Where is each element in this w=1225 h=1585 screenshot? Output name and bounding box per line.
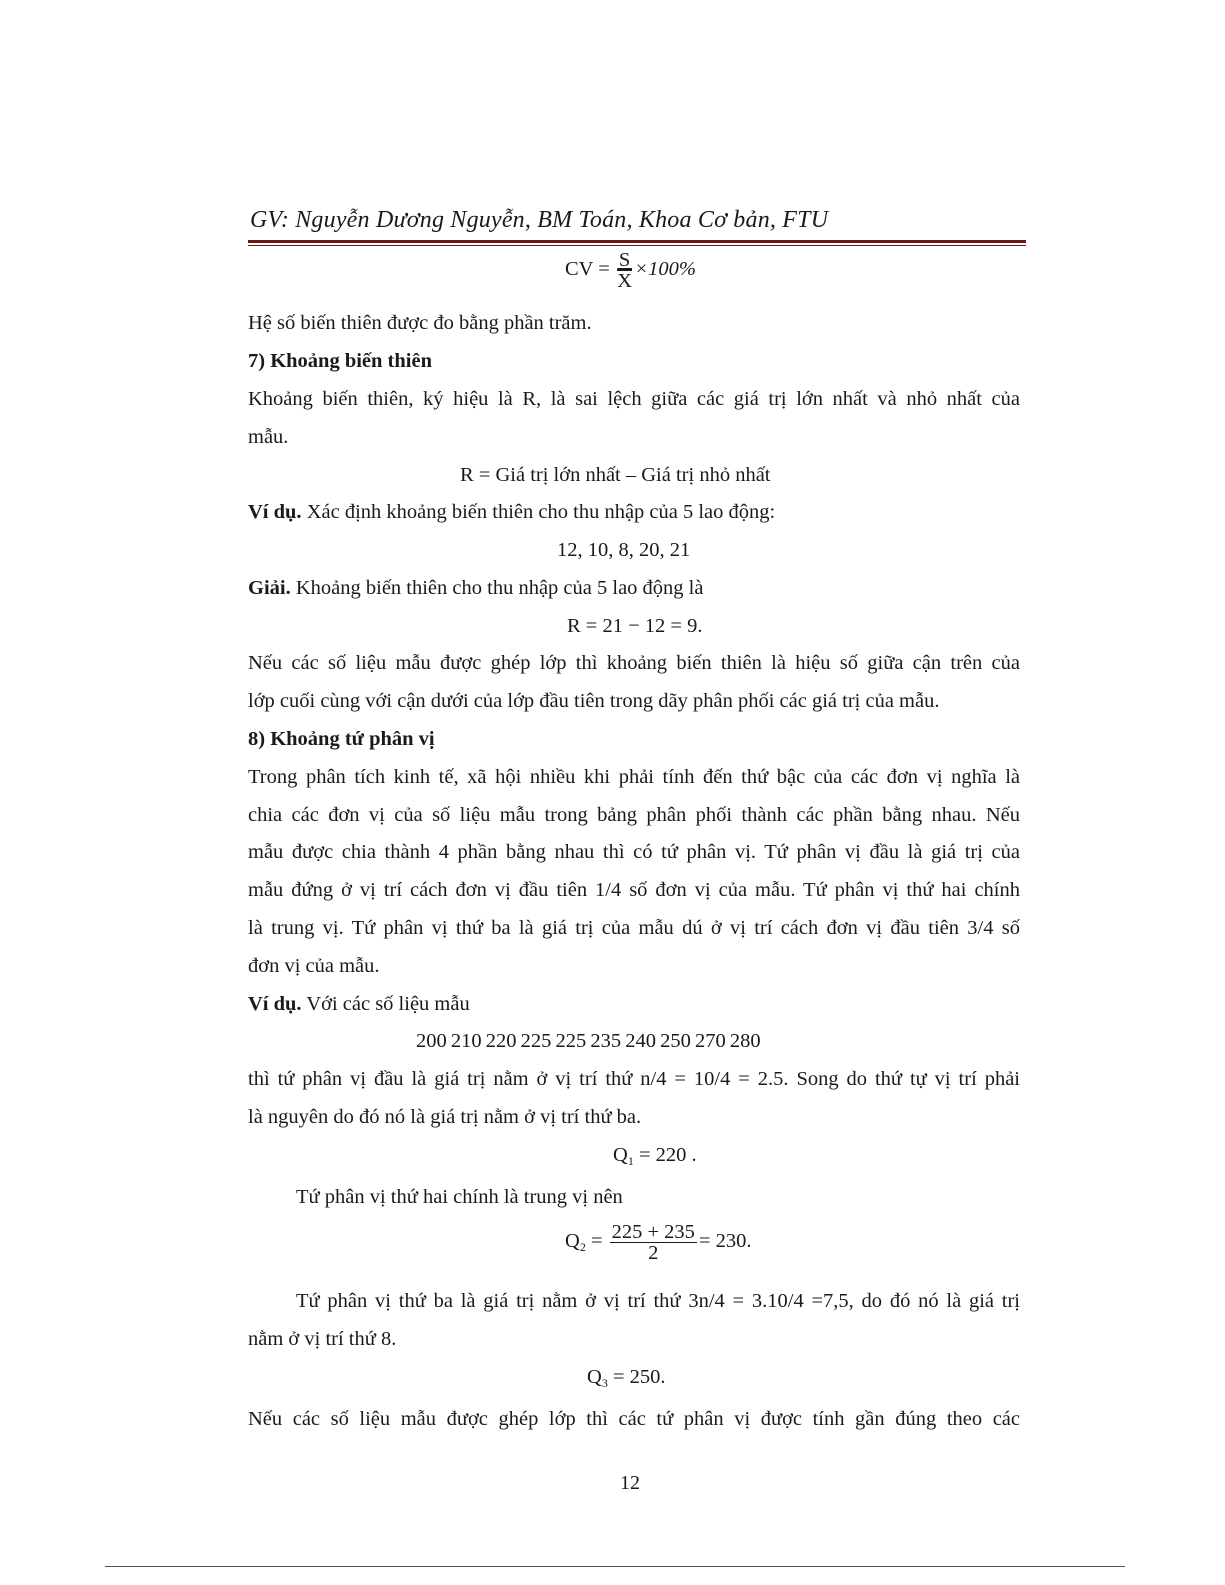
q1-line2: là nguyên do đó nó là giá trị nằm ở vị trí thứ ba. — [248, 1106, 642, 1128]
q3-line2: nằm ở vị trí thứ 8. — [248, 1328, 397, 1350]
q1-formula: $Q_1 = 220$ . — [613, 1144, 697, 1168]
example-1-data: 12, 10, 8, 20, 21 — [557, 539, 691, 561]
example-2-data: 200 210 220 225 225 235 240 250 270 280 — [416, 1030, 761, 1052]
running-header: GV: Nguyễn Dương Nguyễn, BM Toán, Khoa Cơ bản, FTU — [250, 207, 829, 233]
example-1-label: Ví dụ. — [248, 501, 302, 523]
sec7-paragraph-line2: mẫu. — [248, 426, 289, 448]
header-rule-thick — [248, 240, 1026, 243]
sec8-line-1: Trong phân tích kinh tế, xã hội nhiều khi phải tính đến thứ bậc của các đơn vị nghĩa là — [248, 766, 1020, 788]
last-paragraph-line: Nếu các số liệu mẫu được ghép lớp thì các tứ phân vị được tính gần đúng theo các — [248, 1408, 1020, 1430]
example-2 — [248, 991, 470, 1017]
cv-denominator: X — [617, 270, 633, 292]
example-2-label: Ví dụ. — [248, 993, 302, 1015]
page-number: 12 — [620, 1472, 640, 1494]
header-rule-thin — [248, 245, 1026, 246]
section-8-title: 8) Khoảng tứ phân vị — [248, 728, 435, 750]
cv-fraction — [617, 250, 632, 291]
cv-formula-lhs: CV = — [565, 258, 610, 281]
q1-line1: thì tứ phân vị đầu là giá trị nằm ở vị trí thứ n/4 = 10/4 = 2.5. Song do thứ tự vị trí phải — [248, 1068, 1020, 1090]
solution-1-text: Khoảng biến thiên cho thu nhập của 5 lao động là — [290, 577, 704, 599]
q2-fraction — [610, 1222, 697, 1263]
cv-formula — [565, 250, 696, 291]
sec8-line-2: chia các đơn vị của số liệu mẫu trong bảng phân phối thành các phần bằng nhau. Nếu — [248, 804, 1020, 826]
cv-note: Hệ số biến thiên được đo bằng phần trăm. — [248, 312, 592, 334]
q3-line1: Tứ phân vị thứ ba là giá trị nằm ở vị trí thứ 3n/4 = 3.10/4 =7,5, do đó nó là giá trị — [296, 1290, 1020, 1312]
section-7-title: 7) Khoảng biến thiên — [248, 350, 432, 372]
sec8-line-3: mẫu được chia thành 4 phần bằng nhau thì có tứ phân vị. Tứ phân vị đầu là giá trị của — [248, 841, 1020, 863]
range-formula: R = Giá trị lớn nhất – Giá trị nhỏ nhất — [460, 464, 771, 486]
sec8-line-4: mẫu đứng ở vị trí cách đơn vị đầu tiên 1/4 số đơn vị của mẫu. Tứ phân vị thứ hai chính — [248, 879, 1020, 901]
cv-numerator: S — [618, 249, 631, 271]
grouped-line2: lớp cuối cùng với cận dưới của lớp đầu tiên trong dãy phân phối các giá trị của mẫu. — [248, 690, 940, 712]
q2-intro: Tứ phân vị thứ hai chính là trung vị nên — [296, 1186, 623, 1208]
solution-1-formula: R = 21 − 12 = 9. — [567, 615, 703, 637]
example-2-text: Với các số liệu mẫu — [301, 993, 470, 1015]
cv-formula-rhs: ×100% — [634, 258, 696, 281]
example-1-text: Xác định khoảng biến thiên cho thu nhập của 5 lao động: — [301, 501, 776, 523]
q3-formula: $Q_3 = 250$. — [587, 1366, 666, 1390]
q2-formula: $Q_2$ = $\frac{225 + 235}{2}$ = 230. — [565, 1221, 752, 1264]
example-1 — [248, 499, 775, 525]
grouped-line1: Nếu các số liệu mẫu được ghép lớp thì khoảng biến thiên là hiệu số giữa cận trên của — [248, 652, 1020, 674]
solution-1 — [248, 575, 703, 601]
sec7-paragraph-line1: Khoảng biến thiên, ký hiệu là R, là sai lệch giữa các giá trị lớn nhất và nhỏ nhất của — [248, 388, 1020, 410]
q2-result: = 230. — [698, 1230, 752, 1253]
solution-1-label: Giải. — [248, 577, 291, 599]
q2-denominator: 2 — [648, 1242, 659, 1264]
sec8-line-6: đơn vị của mẫu. — [248, 955, 380, 977]
sec8-line-5: là trung vị. Tứ phân vị thứ ba là giá trị của mẫu dú ở vị trí cách đơn vị đầu tiên 3/4 số — [248, 917, 1020, 939]
q2-numerator: 225 + 235 — [611, 1221, 695, 1243]
page-bottom-rule — [105, 1566, 1125, 1567]
